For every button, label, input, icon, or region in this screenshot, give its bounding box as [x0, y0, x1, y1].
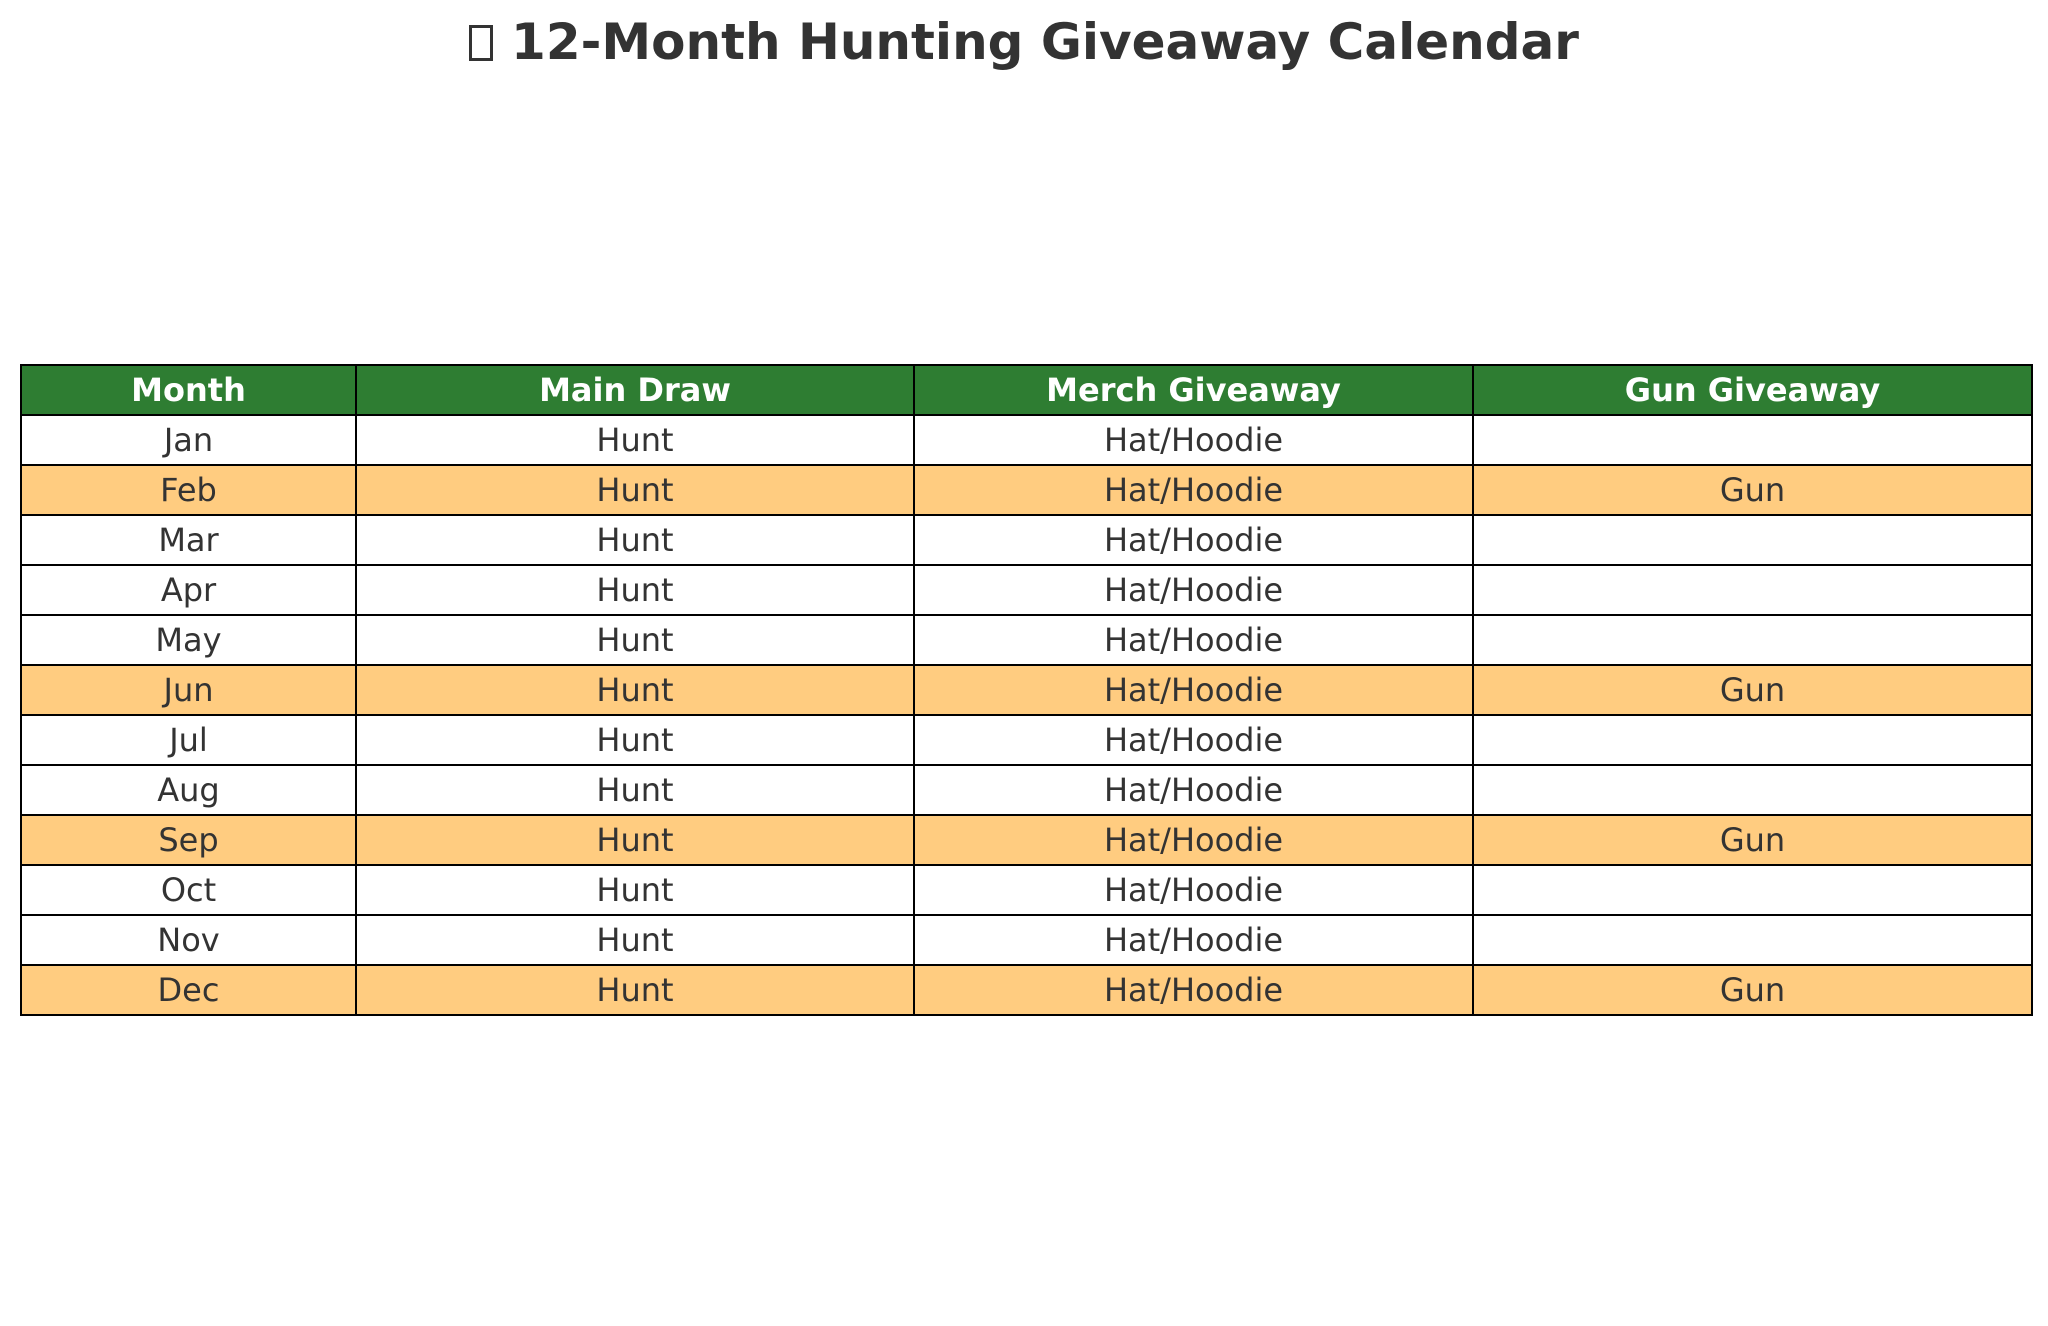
main-draw-cell: Hunt [356, 415, 914, 465]
merch-giveaway-cell: Hat/Hoodie [914, 515, 1473, 565]
main-draw-cell: Hunt [356, 915, 914, 965]
month-cell: Dec [21, 965, 356, 1015]
table-row [21, 465, 2032, 515]
month-cell: Sep [21, 815, 356, 865]
main-draw-cell: Hunt [356, 565, 914, 615]
merch-giveaway-cell: Hat/Hoodie [914, 465, 1473, 515]
month-cell: May [21, 615, 356, 665]
table-row [21, 615, 2032, 665]
table-row [21, 815, 2032, 865]
gun-giveaway-cell [1473, 915, 2032, 965]
column-header-month: Month [21, 365, 356, 415]
merch-giveaway-cell: Hat/Hoodie [914, 615, 1473, 665]
gun-giveaway-cell: Gun [1473, 465, 2032, 515]
gun-giveaway-cell [1473, 415, 2032, 465]
main-draw-cell: Hunt [356, 665, 914, 715]
table-row [21, 715, 2032, 765]
main-draw-cell: Hunt [356, 615, 914, 665]
month-cell: Mar [21, 515, 356, 565]
giveaway-table [20, 364, 2033, 1016]
main-draw-cell: Hunt [356, 765, 914, 815]
merch-giveaway-cell: Hat/Hoodie [914, 815, 1473, 865]
main-draw-cell: Hunt [356, 815, 914, 865]
table-row [21, 515, 2032, 565]
table-row [21, 865, 2032, 915]
gun-giveaway-cell [1473, 865, 2032, 915]
table-row [21, 415, 2032, 465]
gun-giveaway-cell: Gun [1473, 665, 2032, 715]
merch-giveaway-cell: Hat/Hoodie [914, 665, 1473, 715]
gun-giveaway-cell [1473, 715, 2032, 765]
merch-giveaway-cell: Hat/Hoodie [914, 715, 1473, 765]
gun-giveaway-cell: Gun [1473, 965, 2032, 1015]
gun-giveaway-cell [1473, 615, 2032, 665]
month-cell: Apr [21, 565, 356, 615]
merch-giveaway-cell: Hat/Hoodie [914, 565, 1473, 615]
merch-giveaway-cell: Hat/Hoodie [914, 415, 1473, 465]
month-cell: Nov [21, 915, 356, 965]
merch-giveaway-cell: Hat/Hoodie [914, 965, 1473, 1015]
chart-title-text: 12-Month Hunting Giveaway Calendar [511, 13, 1579, 71]
missing-glyph-icon [469, 25, 493, 61]
main-draw-cell: Hunt [356, 715, 914, 765]
main-draw-cell: Hunt [356, 515, 914, 565]
gun-giveaway-cell: Gun [1473, 815, 2032, 865]
table-row [21, 765, 2032, 815]
column-header-main-draw: Main Draw [356, 365, 914, 415]
chart-title [0, 10, 2048, 74]
month-cell: Jan [21, 415, 356, 465]
gun-giveaway-cell [1473, 515, 2032, 565]
merch-giveaway-cell: Hat/Hoodie [914, 915, 1473, 965]
column-header-gun-giveaway: Gun Giveaway [1473, 365, 2032, 415]
main-draw-cell: Hunt [356, 965, 914, 1015]
gun-giveaway-cell [1473, 765, 2032, 815]
merch-giveaway-cell: Hat/Hoodie [914, 865, 1473, 915]
table-header-row [21, 365, 2032, 415]
month-cell: Aug [21, 765, 356, 815]
month-cell: Jul [21, 715, 356, 765]
main-draw-cell: Hunt [356, 465, 914, 515]
table-row [21, 565, 2032, 615]
merch-giveaway-cell: Hat/Hoodie [914, 765, 1473, 815]
table-row [21, 665, 2032, 715]
table-body [21, 415, 2032, 1015]
month-cell: Feb [21, 465, 356, 515]
column-header-merch-giveaway: Merch Giveaway [914, 365, 1473, 415]
month-cell: Jun [21, 665, 356, 715]
gun-giveaway-cell [1473, 565, 2032, 615]
main-draw-cell: Hunt [356, 865, 914, 915]
table-row [21, 965, 2032, 1015]
month-cell: Oct [21, 865, 356, 915]
table-row [21, 915, 2032, 965]
